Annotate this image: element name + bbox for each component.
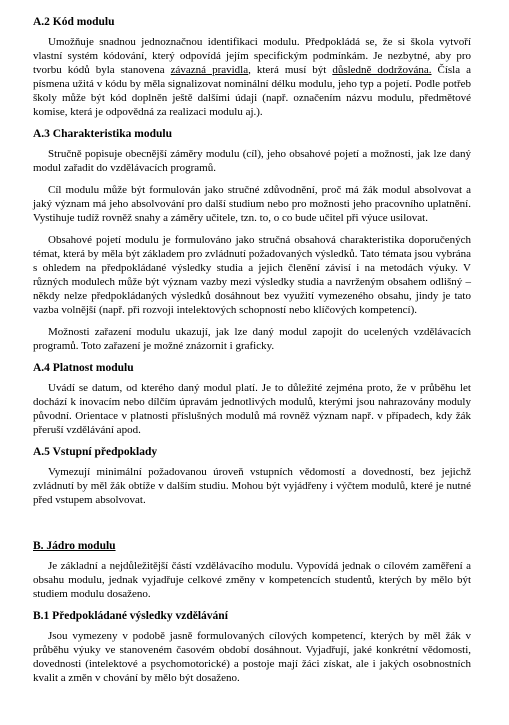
text-run: , která musí být (248, 64, 333, 76)
text-run: Umožňuje snadnou jednoznačnou identifikaci modulu. Předpokládá se, že si škola vytvoří vlastní systém kódování, který odpovídá jejím specifickým podmínkám. Je nezbytné, aby pro tvorbu kódů byla stanovena (33, 36, 471, 76)
paragraph: Jsou vymezeny v podobě jasně formulovaných cílových kompetencí, kterých by měl žák v průběhu výuky ve stanoveném časovém období dosáhnout. Vyjadřují, jaké konkrétní vědomosti, dovednosti (intelektové a psychomotorické) a postoje mají žáci získat, ale i jakých osobnostních kvalit a změn v chování by mělo být dosaženo. (33, 630, 471, 684)
section-b1 (33, 609, 471, 685)
paragraph: Je základní a nejdůležitější částí vzdělávacího modulu. Vypovídá jednak o cílovém zaměření a obsahu modulu, jednak vyjadřuje celkové změny v kompetencích studentů, kterých by mělo být studiem modulu dosaženo. (33, 560, 471, 600)
chapter-heading-text: B. Jádro modulu (33, 540, 116, 552)
section-b (33, 539, 471, 601)
paragraph (33, 35, 471, 119)
text-run: Čísla a písmena užitá v kódu by měla signalizovat nominální délku modulu, jeho typ a pojetí. Podle potřeb školy může být kód doplněn ještě dalšími údaji (např. označením názvu modulu, předmětové komise, která je odpovědná za realizaci modulu aj.). (33, 64, 471, 118)
section-heading: A.4 Platnost modulu (33, 362, 134, 374)
paragraph: Stručně popisuje obecnější záměry modulu (cíl), jeho obsahové pojetí a možnosti, jak lze daný modul zařadit do vzdělávacích programů. (33, 148, 471, 174)
underlined-text: závazná pravidla (170, 64, 249, 76)
spacer (33, 515, 471, 539)
section-heading: A.3 Charakteristika modulu (33, 128, 172, 140)
paragraph: Možnosti zařazení modulu ukazují, jak lze daný modul zapojit do ucelených vzdělávacích programů. Toto zařazení je možné znázornit i graficky. (33, 326, 471, 352)
section-a2 (33, 15, 471, 119)
section-a3 (33, 127, 471, 353)
underlined-text: důsledně dodržována. (332, 64, 432, 76)
paragraph: Vymezují minimální požadovanou úroveň vstupních vědomostí a dovedností, bez jejichž zvládnutí by měl žák obtíže v dalším studiu. Mohou být vyjádřeny i výčtem modulů, které je nutné před vstupem absolvovat. (33, 466, 471, 506)
paragraph: Obsahové pojetí modulu je formulováno jako stručná obsahová charakteristika doporučených témat, která by měla být základem pro zvládnutí požadovaných výsledků. Tato témata jsou vybrána s ohledem na předpokládané výsledky studia a jejich členění závisí i na metodách výuky. V různých modulech může být význam vazby mezi výsledky studia a navrženým obsahem odlišný – někdy nelze předpokládaných výsledků dosáhnout bez využití vymezeného obsahu, jindy je tato vazba volnější (např. při rozvoji intelektových schopností nebo klíčových kompetencí). (33, 234, 471, 316)
section-a4 (33, 361, 471, 437)
paragraph: Uvádí se datum, od kterého daný modul platí. Je to důležité zejména proto, že v průběhu let dochází k inovacím nebo dílčím úpravám jednotlivých modulů, kterými jsou nahrazovány moduly původní. Orientace v platnosti příslušných modulů má rovněž význam např. v případech, kdy žák přeruší vzdělávání apod. (33, 382, 471, 436)
chapter-heading (33, 539, 471, 553)
paragraph: Cíl modulu může být formulován jako stručné zdůvodnění, proč má žák modul absolvovat a jaký význam má jeho absolvování pro další studium nebo pro možnosti jeho pracovního uplatnění. Vystihuje tudíž rovněž snahy a záměry učitele, tzn. to, o co bude učitel při výuce usilovat. (33, 184, 471, 224)
section-heading: A.5 Vstupní předpoklady (33, 446, 158, 458)
section-heading: A.2 Kód modulu (33, 16, 115, 28)
section-heading: B.1 Předpokládané výsledky vzdělávání (33, 610, 228, 622)
section-a5 (33, 445, 471, 507)
